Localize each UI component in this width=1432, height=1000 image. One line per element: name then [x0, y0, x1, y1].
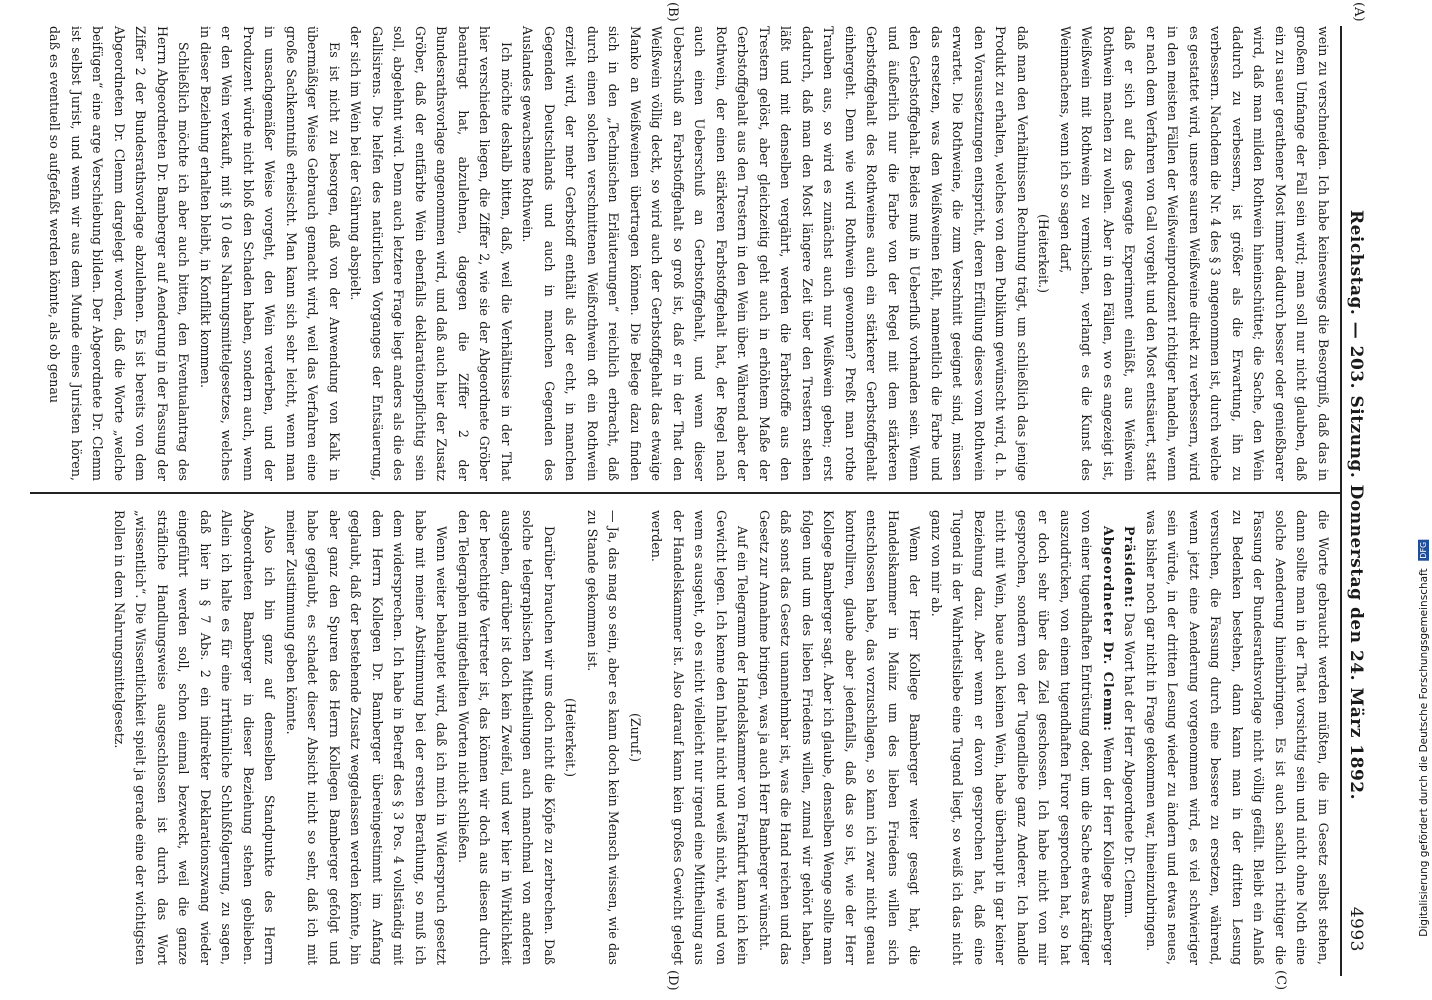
speaker-text: Das Wort hat der Herr Abgeordnete Dr. Clemm. — [1122, 612, 1138, 919]
paragraph: — Ja, das mag so sein, aber es kann doch kein Mensch wissen, wie das zu Stande gekommen ist. — [585, 510, 622, 965]
margin-marker-d: (D) — [665, 970, 680, 991]
interjection: (Heiterkeit.) — [563, 698, 579, 777]
speaker-label: Präsident: — [1122, 526, 1138, 609]
paragraph: Schließlich möchte ich aber auch bitten, den Eventualantrag des Herrn Abgeordneten Dr. Bamberger auf Aenderung in der Fassung der Ziffer 2 der Bundesrathsvorlage abzulehnen. Es ist bereits von dem Abgeordneten Dr. Clemm dargelegt worden, daß die Worte „welche beifügen“ eine arge Verschiebung bilden. Der Abgeordnete Dr. Clemm ist selbst Jurist, und wenn wir aus dem Munde eines Juristen hören, daß es eventuell so aufgefaßt werden könnte, als ob genau — [47, 26, 192, 481]
digitization-stamp — [1418, 540, 1430, 937]
paragraph: Darüber brauchen wir uns doch nicht die Köpfe zu zerbrechen. Daß solche telegraphischen Mittheilungen auch manchmal von anderen ausgehen, darüber ist doch kein Zweifel, und wer hier in Wirklichkeit der berechtigte Vertreter ist, das können wir doch aus diesen durch den Telegraphen mitgetheilten Worten nicht schließen. — [456, 510, 557, 965]
stamp-text: Digitalisierung gefördert durch die Deutsche Forschungsgemeinschaft — [1418, 568, 1430, 937]
paragraph: Ich möchte deshalb bitten, daß, weil die Verhältnisse in der That hier verschieden liegen, die Ziffer 2, wie sie der Abgeordnete Gröber beantragt hat, abzulehnen, dagegen die Ziffer 2 der Bundesrathsvorlage angenommen wird, und daß auch hier der Zusatz Gröber, daß der entfärbte Wein ebenfalls deklarationspflichtig sein soll, abgelehnt wird. Denn auch letztere Frage liegt anders als die des Gallisirens. Die helfen des natürlichen Vorganges der Entsäuerung, der sich im Wein bei der Gährung abspielt. — [348, 26, 514, 481]
paragraph: Auf ein Telegramm der Handelskammer von Frankfurt kann ich kein Gewicht legen. Ich kenne den Inhalt nicht und weiß nicht, wie und von wem es ausgeht, ob es nicht vielleicht nur irgend eine Mittheilung aus der Handelskammer ist. Also darauf kann kein großes Gewicht gelegt werden. — [649, 510, 751, 965]
right-column — [109, 510, 1335, 965]
paragraph: Wenn weiter behauptet wird, daß ich mich in Widerspruch gesetzt habe mit meiner Abstimmung bei der ersten Berathung, so muß ich dem widersprechen. Ich habe in Betreff des § 3 Pos. 4 vollständig mit dem Herrn Kollegen Dr. Bamberger übereingestimmt im Anfang geglaubt, daß der bestehende Zusatz weggelassen werden könnte, bin aber ganz den Spuren des Herrn Kollegen Bamberger gefolgt und habe geglaubt, es schadet dieser Absicht nicht so sehr, daß ich mit meiner Zustimmung geben könnte. — [284, 510, 450, 965]
dfg-logo: DFG — [1419, 542, 1428, 559]
speaker-text: Wenn der Herr Kollege Bamberger von einer tugendhaften Entrüstung oder, um die Sache etwas kräftiger auszudrücken, von einem tugendhaften Furor gesprochen hat, so hat er doch sehr über das Ziel geschossen. Ich habe nicht von mir gesprochen, sondern von der Tugendliebe ganz Anderer. Ich handle nicht mit Wein, baue auch keinen Wein, habe überhaupt in gar keiner Beziehung dazu. Aber wenn er davon gesprochen hat, daß eine Tugend in der Wahrheitsliebe eine Tugend liegt, so weiß ich das nicht ganz von mir ab. — [929, 510, 1116, 965]
speaker-turn — [1119, 510, 1141, 965]
speaker-label: Abgeordneter Dr. Clemm: — [1101, 526, 1116, 732]
paragraph: Wenn der Herr Kollege Bamberger weiter gesagt hat, die Handelskammer in Mainz um des lieben Friedens willen sich entschlossen habe, das vorzuschlagen, so kann ich zwar nicht genau kontrolliren, glaube aber jedenfalls, daß das so ist, wie der Herr Kollege Bamberger sagt. Aber ich glaube, denselben Wenge sollte man folgen und um des lieben Friedens willen, zumal wir gehört haben, daß sonst das Gesetz unannehmbar ist, was die Hand reichen und das Gesetz zur Annahme bringen, was ja auch Herr Bamberger wünscht. — [757, 510, 923, 965]
left-column — [44, 26, 1334, 481]
paragraph: daß man den Verhältnissen Rechnung trägt, um schließlich das jenige Produkt zu erhalten, welches von dem Publikum gewünscht wird, d. h. den Voraussetzungen entspricht, deren Erfüllung dieses vom Rothwein erwartet. Die Rothweine, die zum Verschnitt geeignet sind, müssen das ersetzen, was den Weißweinen fehlt, namentlich die Farbe und den Gerbstoffgehalt. Beides muß in Ueberfluß vorhanden sein. Wenn und äußerlich nur die Farbe von der Regel mit dem stärkeren Gerbstoffgehalt des Rothweines auch ein stärkerer Gerbstoffgehalt einhergeht. Denn wie wird Rothwein gewonnen? Preßt man rothe Trauben aus, so wird es zunächst auch nur Weißwein geben; erst dadurch, daß man den Most längere Zeit über den Trestern stehen läßt und mit denselben vergährt, werden die Farbstoffe aus den Trestern gelöst, aber gleichzeitig geht auch in erhöhtem Maße der Gerbstoffgehalt aus den Trestern in den Wein über. Während aber der Rothwein, der einen stärkeren Farbstoffgehalt hat, der Regel nach auch einen Ueberschuß an Gerbstoffgehalt, und wenn dieser Ueberschuß an Farbstoffgehalt so groß ist, daß er in der That den Weißwein völlig deckt, so wird auch der Gerbstoffgehalt das etwaige Manko an Weißweinen übertragen können. Die Belege dazu finden sich in den „Technischen Erläuterungen“ reichlich erbracht, daß durch einen solchen verschnittenen Weißrothwein oft ein Rothwein erzielt wird, der mehr Gerbstoff enthält als der echt, in manchen Gegenden Deutschlands und auch in manchen Gegenden des Auslandes gewachsene Rothwein. — [520, 26, 1030, 481]
interjection: (Heiterkeit.) — [1036, 214, 1052, 293]
paragraph: wein zu verschneiden. Ich habe keineswegs die Besorgniß, daß das in großem Umfange der Fall sein wird; man soll nur nicht glauben, daß ein zu sauer gerathener Most immer dadurch besser oder genießbarer wird, daß man milden Rothwein hineinschüttet; die Sache, den Wein dadurch zu verbessern, ist größer als die Erwartung, ihn zu verbessern. Nachdem die Nr. 4 des § 3 angenommen ist, durch welche es gestattet wird, unsere sauren Weißweine direkt zu verbessern, wird in den meisten Fällen der Weißweinproduzent richtiger handeln, wenn er nach dem Verfahren von Gall vorgeht und den Most entsäuert, statt daß er sich auf das gewagte Experiment einläßt, aus Weißwein Rothwein machen zu wollen. Aber in den Fällen, wo es angezeigt ist, Weißwein mit Rothwein zu vermischen, verlangt es die Kunst des Weinmachens, wenn ich so sagen darf, — [1058, 26, 1331, 481]
header-rule — [1340, 26, 1342, 976]
page-header — [1338, 20, 1372, 990]
speaker-turn — [926, 510, 1120, 965]
running-head: Reichstag. — 203. Sitzung. Donnerstag den 24. März 1892. — [1346, 209, 1366, 801]
margin-marker-b: (B) — [665, 2, 680, 22]
page-number: 4993 — [1346, 906, 1366, 952]
interjection: (Zuruf.) — [628, 712, 643, 763]
column-divider — [30, 492, 1342, 494]
paragraph: die Worte gebraucht werden müßten, die im Gesetz selbst stehen, dann sollte man in der That vorsichtig sein und nicht ohne Noth eine solche Aenderung hineinbringen. Es ist auch sachlich richtiger die Fassung der Bundesrathsvorlage nicht völlig gefällt. Bleibt ein Anlaß zu Bedenken bestehen, dann kann man in der dritten Lesung versuchen, die Fassung durch eine bessere zu ersetzen, während, wenn jetzt eine Aenderung vorgenommen wird, es viel schwieriger sein würde, in der dritten Lesung wieder zu ändern und etwas neues, was bisher noch gar nicht in Frage gekommen war, hineinzubringen. — [1144, 510, 1331, 965]
paragraph: Also ich bin ganz auf demselben Standpunkte des Herrn Abgeordneten Bamberger in dieser Beziehung stehen geblieben. Allein ich halte es für eine irrthümliche Schlußfolgerung, zu sagen, daß hier in § 7 Abs. 2 ein indirekter Deklarationszwang wieder eingeführt werden soll, schon einmal bezweckt, weil die ganze sträfliche Handlungsweise ausgeschlossen ist durch das Wort „wissentlich“. Die Wissentlichkeit spielt ja gerade eine der wichtigsten Rollen in dem Nahrungsmittelgesetz. — [112, 510, 278, 965]
paragraph: Es ist nicht zu besorgen, daß von der Anwendung von Kalk in übermäßiger Weise Gebrauch gemacht wird, weil das Verfahren eine große Sachkenntniß erheischt. Man kann sich sehr leicht, wenn man in unsachgemäßer Weise vorgeht, den Wein verderben, und der Produzent würde nicht bloß den Schaden haben, sondern auch, wenn er den Wein verkauft, mit § 10 des Nahrungsmittelgesetzes, welches in dieser Beziehung erhalten bleibt, in Konflikt kommen. — [198, 26, 342, 481]
margin-marker-a: (A) — [1351, 2, 1366, 22]
margin-marker-c: (C) — [1273, 970, 1288, 991]
